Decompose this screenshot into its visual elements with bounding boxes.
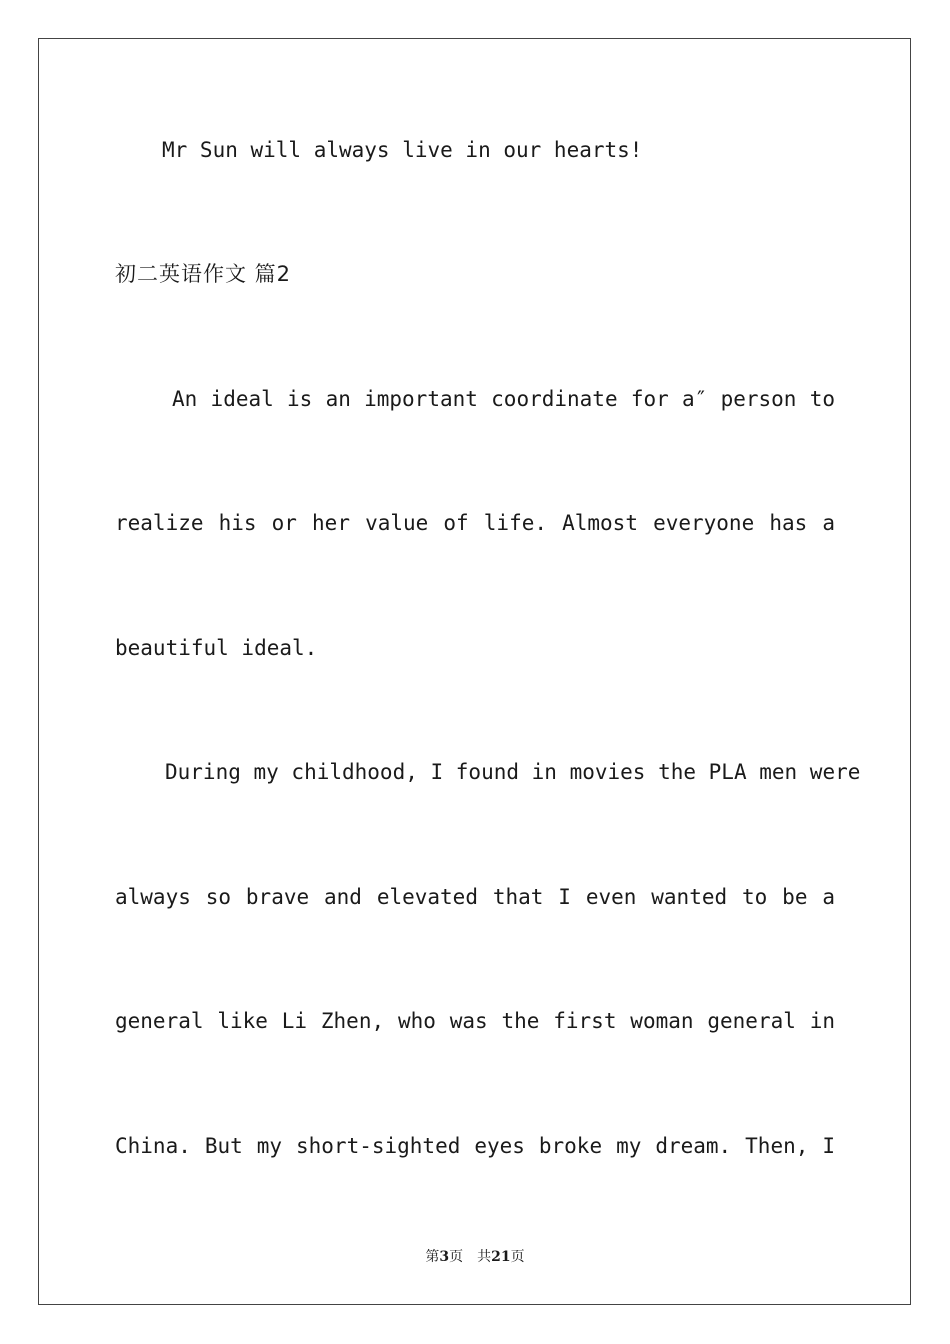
text-line: An ideal is an important coordinate for a″ person to — [172, 387, 835, 411]
total-prefix: 共 — [477, 1249, 492, 1265]
total-suffix: 页 — [510, 1249, 525, 1265]
text-line: realize his or her value of life. Almost everyone has a — [115, 511, 835, 535]
text-line: China. But my short-sighted eyes broke my dream. Then, I — [115, 1134, 835, 1158]
text-line: always so brave and elevated that I even wanted to be a — [115, 885, 835, 909]
text-line: During my childhood, I found in movies the PLA men were — [165, 760, 861, 784]
page-number: 3 — [439, 1249, 450, 1265]
page-footer — [0, 1247, 950, 1267]
page-frame — [38, 38, 911, 1305]
text-line: general like Li Zhen, who was the first woman general in — [115, 1009, 835, 1033]
page-suffix: 页 — [449, 1249, 464, 1265]
total-pages: 21 — [491, 1249, 511, 1265]
section-heading: 初二英语作文 篇2 — [115, 262, 292, 286]
page-prefix: 第 — [425, 1249, 440, 1265]
text-line: Mr Sun will always live in our hearts! — [162, 138, 643, 162]
text-line: beautiful ideal. — [115, 636, 318, 660]
